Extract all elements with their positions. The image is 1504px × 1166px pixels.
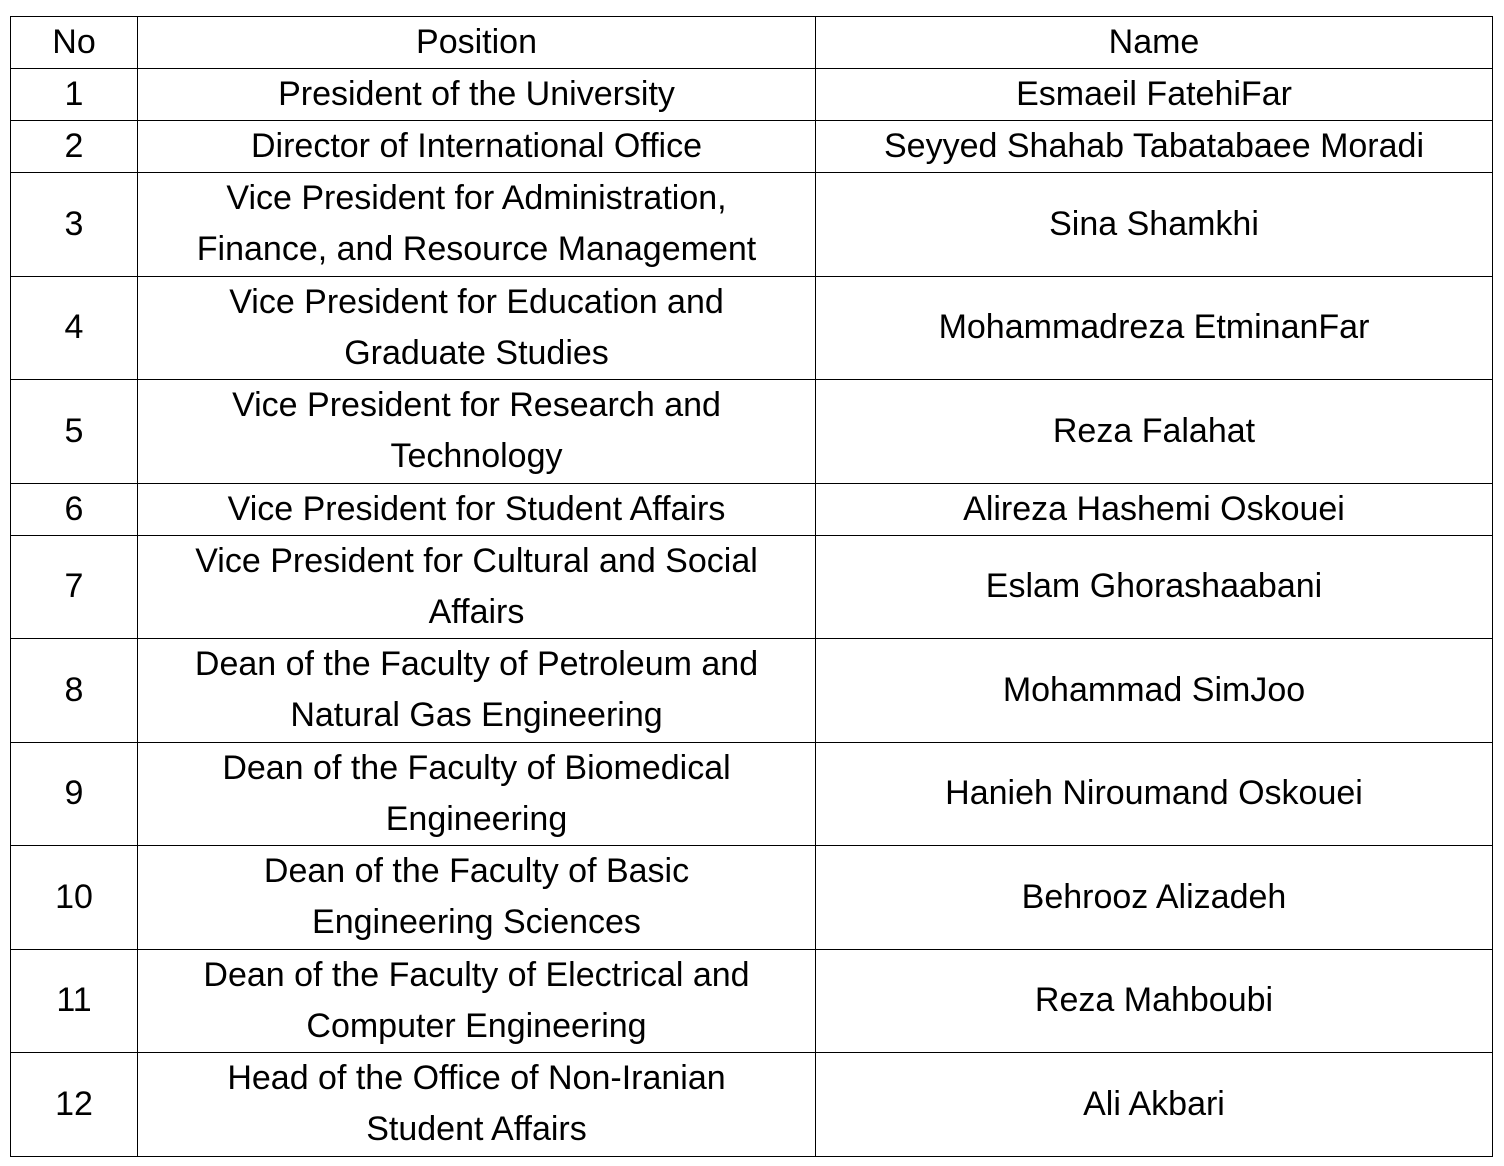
cell-no: 2 [11,121,138,173]
position-line: Graduate Studies [344,333,609,372]
table-row [11,639,1493,743]
table-row [11,380,1493,484]
cell-name: Mohammadreza EtminanFar [816,276,1493,380]
cell-position [138,535,816,639]
cell-name: Reza Mahboubi [816,949,1493,1053]
cell-position: President of the University [138,69,816,121]
cell-no: 7 [11,535,138,639]
cell-no: 8 [11,639,138,743]
cell-no: 11 [11,949,138,1053]
cell-position [138,173,816,277]
position-line: Natural Gas Engineering [290,696,663,735]
cell-no: 9 [11,742,138,846]
position-line: Engineering [385,799,568,838]
cell-no: 6 [11,483,138,535]
position-line: Student Affairs [366,1110,587,1149]
position-line: Vice President for Education and [229,282,724,321]
cell-name: Behrooz Alizadeh [816,846,1493,950]
column-header-name: Name [816,17,1493,69]
position-line: Vice President for Cultural and Social [195,541,758,580]
table-row [11,173,1493,277]
officials-table-container [10,16,1492,1157]
cell-no: 1 [11,69,138,121]
cell-name: Sina Shamkhi [816,173,1493,277]
cell-position [138,380,816,484]
cell-name: Hanieh Niroumand Oskouei [816,742,1493,846]
position-line: Dean of the Faculty of Electrical and [203,955,750,994]
cell-position [138,742,816,846]
cell-no: 3 [11,173,138,277]
table-row [11,276,1493,380]
table-row [11,1053,1493,1157]
table-row [11,483,1493,535]
position-line: Finance, and Resource Management [196,230,757,269]
cell-position [138,949,816,1053]
cell-name: Esmaeil FatehiFar [816,69,1493,121]
table-row [11,846,1493,950]
cell-name: Alireza Hashemi Oskouei [816,483,1493,535]
position-line: Dean of the Faculty of Basic [263,852,690,891]
table-header-row [11,17,1493,69]
cell-no: 10 [11,846,138,950]
cell-position [138,639,816,743]
cell-position [138,276,816,380]
cell-position: Director of International Office [138,121,816,173]
position-line: Vice President for Research and [232,386,721,425]
position-line: Dean of the Faculty of Petroleum and [194,645,759,684]
cell-no: 12 [11,1053,138,1157]
officials-table [10,16,1493,1157]
cell-name: Ali Akbari [816,1053,1493,1157]
position-line: Technology [390,437,563,476]
cell-name: Seyyed Shahab Tabatabaee Moradi [816,121,1493,173]
cell-name: Mohammad SimJoo [816,639,1493,743]
position-line: Dean of the Faculty of Biomedical [222,748,731,787]
position-line: Head of the Office of Non-Iranian [227,1059,726,1098]
cell-position: Vice President for Student Affairs [138,483,816,535]
cell-no: 5 [11,380,138,484]
cell-name: Reza Falahat [816,380,1493,484]
cell-position [138,846,816,950]
table-row [11,69,1493,121]
cell-position [138,1053,816,1157]
position-line: Vice President for Administration, [226,179,727,218]
position-line: Affairs [428,592,525,631]
table-row [11,742,1493,846]
cell-name: Eslam Ghorashaabani [816,535,1493,639]
cell-no: 4 [11,276,138,380]
table-row [11,121,1493,173]
table-row [11,949,1493,1053]
table-row [11,535,1493,639]
position-line: Computer Engineering [306,1006,647,1045]
position-line: Engineering Sciences [312,903,641,942]
column-header-position: Position [138,17,816,69]
column-header-no: No [11,17,138,69]
